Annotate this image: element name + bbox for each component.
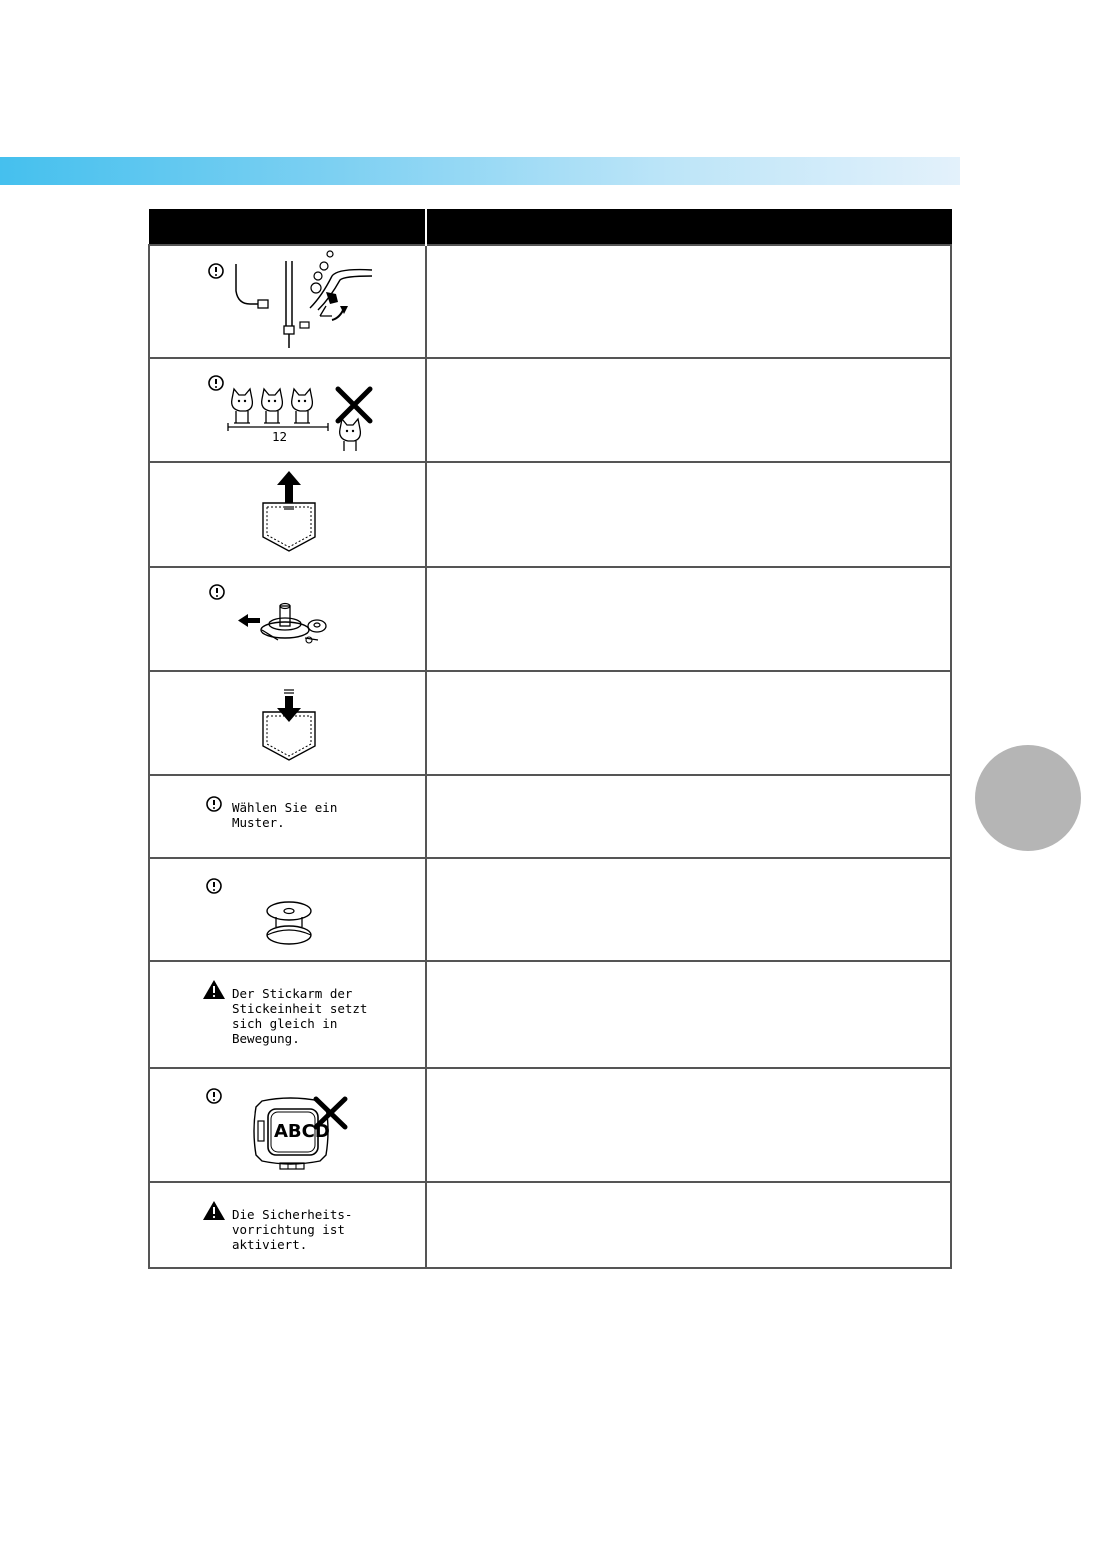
lcd-screen-cell xyxy=(149,358,426,462)
lcd-screen-cell xyxy=(149,671,426,775)
frame-pattern-letters: ABCD xyxy=(274,1121,330,1142)
table-row xyxy=(149,961,951,1068)
lcd-screen-cell xyxy=(149,567,426,671)
lcd-screen-cell xyxy=(149,462,426,567)
cause-cell xyxy=(426,462,951,567)
cause-cell xyxy=(426,1182,951,1268)
table-row xyxy=(149,245,951,358)
chapter-color-band xyxy=(0,157,960,185)
table-header-row xyxy=(149,210,951,246)
lcd-screen-cell xyxy=(149,1182,426,1268)
cause-cell xyxy=(426,358,951,462)
table-row xyxy=(149,1182,951,1268)
table-row xyxy=(149,775,951,858)
chapter-tab-marker xyxy=(975,745,1081,851)
buttonhole-lever-up-icon xyxy=(150,463,427,568)
lcd-message: Wählen Sie ein Muster. xyxy=(232,800,338,830)
pattern-count-label: 12 xyxy=(272,429,288,444)
table-row xyxy=(149,462,951,567)
bobbin-winder-spindle-icon xyxy=(150,568,427,672)
table-row xyxy=(149,1068,951,1182)
lcd-screen-cell xyxy=(149,961,426,1068)
cause-cell xyxy=(426,245,951,358)
lcd-message: Die Sicherheits- vorrichtung ist aktiviert. xyxy=(232,1207,353,1252)
cause-cell xyxy=(426,567,951,671)
cause-cell xyxy=(426,858,951,961)
header-display xyxy=(149,210,426,246)
lcd-screen-cell xyxy=(149,775,426,858)
header-cause xyxy=(426,210,951,246)
buttonhole-lever-down-icon xyxy=(150,672,427,776)
cause-cell xyxy=(426,775,951,858)
lcd-screen-cell xyxy=(149,858,426,961)
lcd-message: Der Stickarm der Stickeinheit setzt sich gleich in Bewegung. xyxy=(232,986,368,1046)
bobbin-empty-icon xyxy=(150,859,427,962)
lcd-screen-cell xyxy=(149,245,426,358)
error-message-table xyxy=(148,209,952,1269)
cause-cell xyxy=(426,1068,951,1182)
pattern-limit-cats-icon xyxy=(150,359,427,463)
table-row xyxy=(149,858,951,961)
table-row xyxy=(149,567,951,671)
table-row xyxy=(149,358,951,462)
table-row xyxy=(149,671,951,775)
presser-foot-lever-icon xyxy=(150,246,427,359)
cause-cell xyxy=(426,671,951,775)
lcd-screen-cell xyxy=(149,1068,426,1182)
cause-cell xyxy=(426,961,951,1068)
